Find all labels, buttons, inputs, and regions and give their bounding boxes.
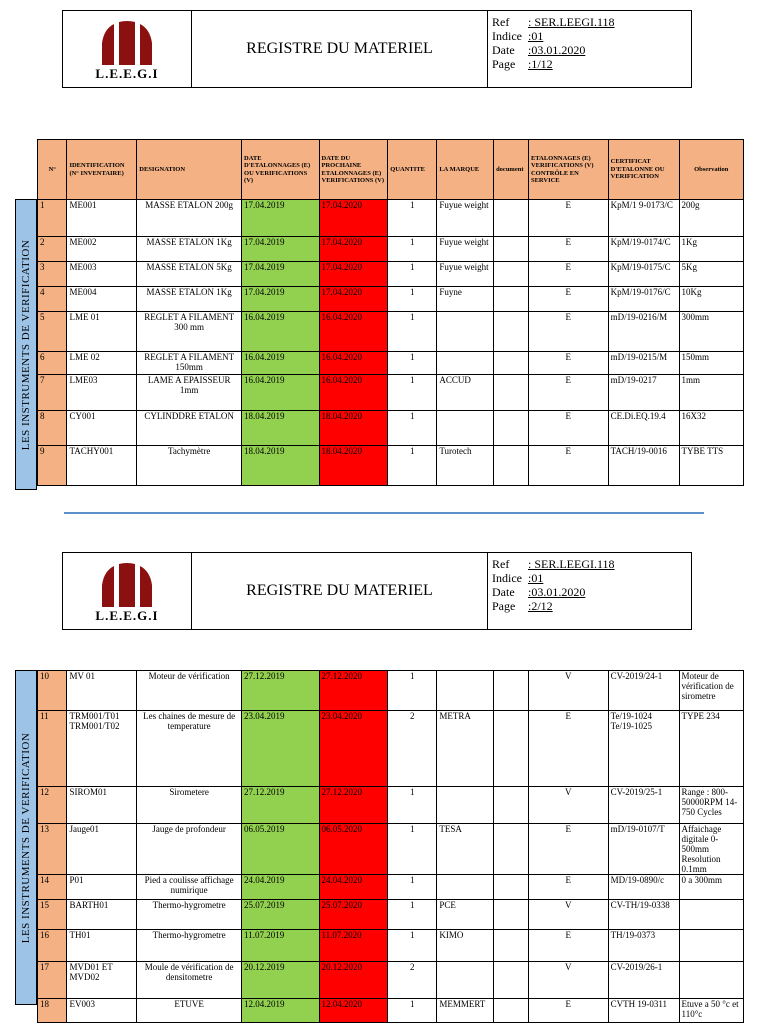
next-calibration-date-cell: 17.04.2020 [319, 262, 388, 287]
page-line: Page :1/12 [492, 57, 553, 71]
brand-cell: Fuyne [437, 287, 494, 312]
quantity-cell: 1 [388, 824, 437, 875]
next-calibration-date-cell: 17.04.2020 [319, 287, 388, 312]
document-cell [494, 999, 529, 1023]
calibration-date-cell: 17.04.2019 [242, 287, 319, 312]
row-number-cell: 7 [38, 375, 67, 411]
next-calibration-date-cell: 17.04.2020 [319, 200, 388, 237]
calibration-type-cell: E [528, 352, 608, 375]
calibration-type-cell: E [528, 446, 608, 486]
document-cell [494, 711, 529, 787]
observation-cell: 1Kg [679, 237, 743, 262]
calibration-type-cell: V [528, 787, 608, 824]
document-cell [494, 900, 529, 930]
next-calibration-date-cell: 17.04.2020 [319, 237, 388, 262]
quantity-cell: 1 [388, 999, 437, 1023]
designation-cell: MASSE ETALON 200g [137, 200, 242, 237]
observation-cell: 0 a 300mm [679, 875, 743, 900]
col-id: IDENTIFICATION (N° INVENTAIRE) [67, 140, 137, 200]
observation-cell: 16X32 [679, 411, 743, 446]
certificate-cell: KpM/19-0174/C [608, 237, 679, 262]
certificate-cell: CVTH 19-0311 [608, 999, 679, 1023]
document-cell [494, 875, 529, 900]
designation-cell: ETUVE [137, 999, 242, 1023]
quantity-cell: 1 [388, 262, 437, 287]
document-meta [488, 553, 691, 629]
ref-line: Ref : SER.LEEGI.118 [492, 15, 615, 29]
calibration-date-cell: 17.04.2019 [242, 200, 319, 237]
next-calibration-date-cell: 12.04.2020 [319, 999, 388, 1023]
next-calibration-date-cell: 18.04.2020 [319, 411, 388, 446]
inventory-id-cell: EV003 [67, 999, 137, 1023]
quantity-cell: 1 [388, 446, 437, 486]
document-cell [494, 287, 529, 312]
next-calibration-date-cell: 24.04.2020 [319, 875, 388, 900]
calibration-date-cell: 25.07.2019 [242, 900, 319, 930]
side-label-page-2: LES INSTRUMENTS DE VERIFICATION [15, 670, 37, 1005]
inventory-id-cell: MVD01 ET MVD02 [67, 962, 137, 999]
certificate-cell: TH/19-0373 [608, 930, 679, 962]
calibration-type-cell: E [528, 375, 608, 411]
inventory-id-cell: ME004 [67, 287, 137, 312]
row-number-cell: 13 [38, 824, 67, 875]
document-cell [494, 200, 529, 237]
side-label-page-1: LES INSTRUMENTS DE VERIFICATION [15, 199, 37, 490]
quantity-cell: 1 [388, 900, 437, 930]
row-number-cell: 11 [38, 711, 67, 787]
row-number-cell: 8 [38, 411, 67, 446]
document-cell [494, 962, 529, 999]
row-number-cell: 9 [38, 446, 67, 486]
next-calibration-date-cell: 11.07.2020 [319, 930, 388, 962]
designation-cell: Thermo-hygrometre [137, 900, 242, 930]
table-row [38, 930, 744, 962]
observation-cell: TYPE 234 [679, 711, 743, 787]
table-row [38, 262, 744, 287]
observation-cell: 5Kg [679, 262, 743, 287]
certificate-cell: CE.Di.EQ.19.4 [608, 411, 679, 446]
calibration-date-cell: 27.12.2019 [242, 671, 319, 711]
next-calibration-date-cell: 16.04.2020 [319, 375, 388, 411]
table-row [38, 287, 744, 312]
calibration-date-cell: 11.07.2019 [242, 930, 319, 962]
table-row [38, 312, 744, 352]
certificate-cell: CV-2019/25-1 [608, 787, 679, 824]
next-calibration-date-cell: 27.12.2020 [319, 787, 388, 824]
observation-cell: Etuve a 50 °c et 110°c [679, 999, 743, 1023]
quantity-cell: 1 [388, 875, 437, 900]
designation-cell: Pied a coulisse affichage numirique [137, 875, 242, 900]
designation-cell: Sirometere [137, 787, 242, 824]
table-row [38, 200, 744, 237]
row-number-cell: 15 [38, 900, 67, 930]
document-cell [494, 262, 529, 287]
brand-cell [437, 875, 494, 900]
calibration-date-cell: 20.12.2019 [242, 962, 319, 999]
designation-cell: Les chaines de mesure de temperature [137, 711, 242, 787]
certificate-cell: mD/19-0216/M [608, 312, 679, 352]
observation-cell [679, 900, 743, 930]
row-number-cell: 14 [38, 875, 67, 900]
brand-cell [437, 312, 494, 352]
certificate-cell: CV-TH/19-0338 [608, 900, 679, 930]
certificate-cell: KpM/19-0175/C [608, 262, 679, 287]
ref-line: Ref : SER.LEEGI.118 [492, 557, 615, 571]
date-line: Date :03.01.2020 [492, 43, 586, 57]
brand-cell: Fuyue weight [437, 200, 494, 237]
col-brand: LA MARQUE [437, 140, 494, 200]
document-cell [494, 352, 529, 375]
row-number-cell: 4 [38, 287, 67, 312]
col-certificate: CERTIFICAT D'ETALONNE OU VERIFICATION [608, 140, 679, 200]
certificate-cell: MD/19-0890/c [608, 875, 679, 900]
inventory-id-cell: BARTH01 [67, 900, 137, 930]
quantity-cell: 1 [388, 787, 437, 824]
register-table-page-2 [37, 670, 744, 1023]
quantity-cell: 1 [388, 287, 437, 312]
observation-cell: 1mm [679, 375, 743, 411]
next-calibration-date-cell: 16.04.2020 [319, 352, 388, 375]
table-header-row [38, 140, 744, 200]
document-cell [494, 237, 529, 262]
certificate-cell: KpM/1 9-0173/C [608, 200, 679, 237]
indice-line: Indice :01 [492, 571, 544, 585]
inventory-id-cell: TH01 [67, 930, 137, 962]
designation-cell: MASSE ETALON 1Kg [137, 287, 242, 312]
brand-name: L.E.E.G.I [95, 66, 159, 81]
inventory-id-cell: LME 02 [67, 352, 137, 375]
brand-cell: Turotech [437, 446, 494, 486]
brand-cell [437, 352, 494, 375]
table-row [38, 671, 744, 711]
inventory-id-cell: ME001 [67, 200, 137, 237]
calibration-type-cell: E [528, 875, 608, 900]
calibration-type-cell: E [528, 262, 608, 287]
brand-cell: ACCUD [437, 375, 494, 411]
calibration-date-cell: 23.04.2019 [242, 711, 319, 787]
brand-cell [437, 411, 494, 446]
next-calibration-date-cell: 16.04.2020 [319, 312, 388, 352]
next-calibration-date-cell: 18.04.2020 [319, 446, 388, 486]
observation-cell: 300mm [679, 312, 743, 352]
calibration-date-cell: 16.04.2019 [242, 352, 319, 375]
designation-cell: MASSE ETALON 1Kg [137, 237, 242, 262]
document-meta [488, 11, 691, 87]
row-number-cell: 2 [38, 237, 67, 262]
row-number-cell: 12 [38, 787, 67, 824]
row-number-cell: 16 [38, 930, 67, 962]
next-calibration-date-cell: 25.07.2020 [319, 900, 388, 930]
designation-cell: MASSE ETALON 5Kg [137, 262, 242, 287]
designation-cell: Moteur de vérification [137, 671, 242, 711]
table-row [38, 962, 744, 999]
calibration-date-cell: 17.04.2019 [242, 237, 319, 262]
document-cell [494, 930, 529, 962]
inventory-id-cell: P01 [67, 875, 137, 900]
document-cell [494, 446, 529, 486]
logo [63, 553, 192, 629]
brand-cell: Fuyue weight [437, 262, 494, 287]
table-row [38, 999, 744, 1023]
brand-cell: TESA [437, 824, 494, 875]
designation-cell: Thermo-hygrometre [137, 930, 242, 962]
col-type: ETALONNAGES (E) VERIFICATIONS (V) CONTRÔLE EN SERVICE [528, 140, 608, 200]
col-next-date: DATE DU PROCHAINE ETALONNAGES (E) VERIFICATIONS (V) [319, 140, 388, 200]
calibration-type-cell: E [528, 930, 608, 962]
certificate-cell: CV-2019/26-1 [608, 962, 679, 999]
col-observation: Observation [679, 140, 743, 200]
indice-line: Indice :01 [492, 29, 544, 43]
brand-cell: KIMO [437, 930, 494, 962]
calibration-date-cell: 06.05.2019 [242, 824, 319, 875]
calibration-type-cell: E [528, 411, 608, 446]
observation-cell: 10Kg [679, 287, 743, 312]
designation-cell: CYLINDDRE ETALON [137, 411, 242, 446]
register-table-page-1 [37, 139, 744, 486]
certificate-cell: Te/19-1024 Te/19-1025 [608, 711, 679, 787]
certificate-cell: mD/19-0217 [608, 375, 679, 411]
calibration-date-cell: 16.04.2019 [242, 312, 319, 352]
table-row [38, 352, 744, 375]
inventory-id-cell: LME03 [67, 375, 137, 411]
designation-cell: LAME A EPAISSEUR 1mm [137, 375, 242, 411]
col-num: N° [38, 140, 67, 200]
inventory-id-cell: MV 01 [67, 671, 137, 711]
calibration-date-cell: 18.04.2019 [242, 411, 319, 446]
calibration-type-cell: V [528, 962, 608, 999]
document-cell [494, 411, 529, 446]
quantity-cell: 2 [388, 711, 437, 787]
calibration-type-cell: E [528, 200, 608, 237]
certificate-cell: mD/19-0215/M [608, 352, 679, 375]
document-header-page-2 [62, 552, 692, 630]
designation-cell: Jauge de profondeur [137, 824, 242, 875]
document-title: REGISTRE DU MATERIEL [192, 553, 488, 629]
calibration-type-cell: E [528, 999, 608, 1023]
document-cell [494, 375, 529, 411]
inventory-id-cell: TRM001/T01 TRM001/T02 [67, 711, 137, 787]
document-cell [494, 671, 529, 711]
quantity-cell: 1 [388, 200, 437, 237]
inventory-id-cell: ME002 [67, 237, 137, 262]
brand-cell [437, 671, 494, 711]
brand-cell [437, 962, 494, 999]
brand-cell: MEMMERT [437, 999, 494, 1023]
table-row [38, 711, 744, 787]
designation-cell: REGLET A FILAMENT 150mm [137, 352, 242, 375]
inventory-id-cell: LME 01 [67, 312, 137, 352]
calibration-type-cell: E [528, 237, 608, 262]
observation-cell: Affaichage digitale 0-500mm Resolution 0.1mm [679, 824, 743, 875]
row-number-cell: 3 [38, 262, 67, 287]
certificate-cell: mD/19-0107/T [608, 824, 679, 875]
quantity-cell: 1 [388, 411, 437, 446]
quantity-cell: 1 [388, 352, 437, 375]
calibration-date-cell: 16.04.2019 [242, 375, 319, 411]
table-row [38, 824, 744, 875]
col-designation: DESIGNATION [137, 140, 242, 200]
row-number-cell: 1 [38, 200, 67, 237]
calibration-type-cell: E [528, 824, 608, 875]
leegi-logo-icon [100, 21, 154, 65]
page-separator [64, 512, 704, 514]
row-number-cell: 10 [38, 671, 67, 711]
row-number-cell: 17 [38, 962, 67, 999]
observation-cell: Range : 800-50000RPM 14-750 Cycles [679, 787, 743, 824]
page-line: Page :2/12 [492, 599, 553, 613]
designation-cell: REGLET A FILAMENT 300 mm [137, 312, 242, 352]
col-document: document [494, 140, 529, 200]
leegi-logo-icon [100, 563, 154, 607]
document-cell [494, 312, 529, 352]
inventory-id-cell: TACHY001 [67, 446, 137, 486]
brand-name: L.E.E.G.I [95, 608, 159, 623]
row-number-cell: 6 [38, 352, 67, 375]
document-cell [494, 787, 529, 824]
quantity-cell: 1 [388, 671, 437, 711]
inventory-id-cell: Jauge01 [67, 824, 137, 875]
next-calibration-date-cell: 27.12.2020 [319, 671, 388, 711]
observation-cell: 150mm [679, 352, 743, 375]
table-row [38, 875, 744, 900]
brand-cell: PCE [437, 900, 494, 930]
designation-cell: Moule de vérification de densitometre [137, 962, 242, 999]
observation-cell: 200g [679, 200, 743, 237]
observation-cell [679, 930, 743, 962]
certificate-cell: KpM/19-0176/C [608, 287, 679, 312]
table-row [38, 411, 744, 446]
table-row [38, 787, 744, 824]
brand-cell [437, 787, 494, 824]
brand-cell: METRA [437, 711, 494, 787]
inventory-id-cell: ME003 [67, 262, 137, 287]
calibration-type-cell: V [528, 671, 608, 711]
calibration-type-cell: V [528, 900, 608, 930]
col-date: DATE D'ETALONNAGES (E) OU VERIFICATIONS (V) [242, 140, 319, 200]
table-row [38, 375, 744, 411]
document-cell [494, 824, 529, 875]
quantity-cell: 1 [388, 930, 437, 962]
next-calibration-date-cell: 23.04.2020 [319, 711, 388, 787]
calibration-date-cell: 24.04.2019 [242, 875, 319, 900]
table-row [38, 900, 744, 930]
calibration-date-cell: 27.12.2019 [242, 787, 319, 824]
row-number-cell: 18 [38, 999, 67, 1023]
quantity-cell: 1 [388, 312, 437, 352]
calibration-type-cell: E [528, 287, 608, 312]
observation-cell [679, 962, 743, 999]
document-title: REGISTRE DU MATERIEL [192, 11, 488, 87]
logo [63, 11, 192, 87]
calibration-type-cell: E [528, 711, 608, 787]
col-qty: QUANTITE [388, 140, 437, 200]
document-header-page-1 [62, 10, 692, 88]
table-row [38, 237, 744, 262]
next-calibration-date-cell: 20.12.2020 [319, 962, 388, 999]
calibration-type-cell: E [528, 312, 608, 352]
calibration-date-cell: 18.04.2019 [242, 446, 319, 486]
observation-cell: Moteur de vérification de sirometre [679, 671, 743, 711]
observation-cell: TYBE TTS [679, 446, 743, 486]
calibration-date-cell: 17.04.2019 [242, 262, 319, 287]
next-calibration-date-cell: 06.05.2020 [319, 824, 388, 875]
quantity-cell: 1 [388, 237, 437, 262]
certificate-cell: CV-2019/24-1 [608, 671, 679, 711]
quantity-cell: 1 [388, 375, 437, 411]
designation-cell: Tachymètre [137, 446, 242, 486]
inventory-id-cell: CY001 [67, 411, 137, 446]
certificate-cell: TACH/19-0016 [608, 446, 679, 486]
date-line: Date :03.01.2020 [492, 585, 586, 599]
calibration-date-cell: 12.04.2019 [242, 999, 319, 1023]
row-number-cell: 5 [38, 312, 67, 352]
brand-cell: Fuyue weight [437, 237, 494, 262]
inventory-id-cell: SIROM01 [67, 787, 137, 824]
table-row [38, 446, 744, 486]
quantity-cell: 2 [388, 962, 437, 999]
